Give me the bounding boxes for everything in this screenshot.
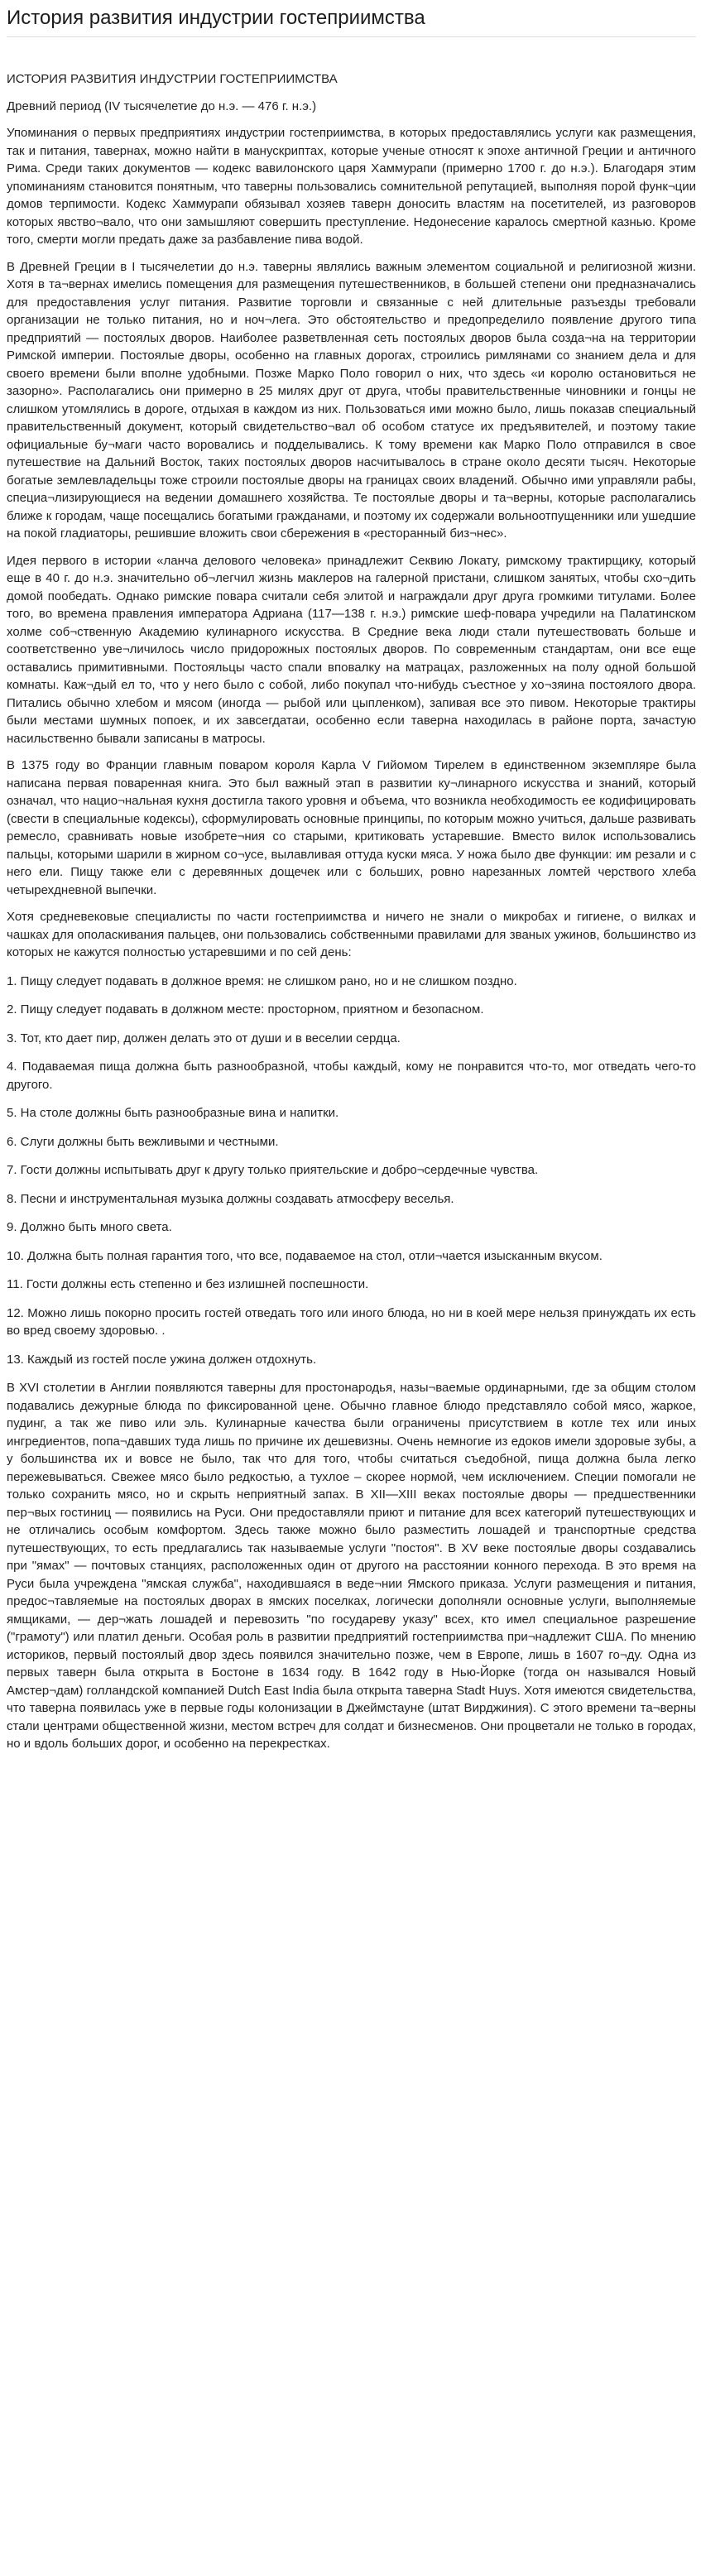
list-item: 2. Пищу следует подавать в должном месте: просторном, приятном и безопасном. (7, 1002, 484, 1016)
paragraph-greece-rome: В Древней Греции в I тысячелетии до н.э. таверны являлись важным элементом социальной и религиозной жизни. Хотя в та¬вернах имелись помещения для размещения путешественников, в большей степени они предназначались для предоставления услуг питания. Развитие торговли и связанные с ней длительные разъезды требовали организации не только питания, но и ноч¬лега. Это обстоятельство и предопределило появление другого типа предприятий — постоялых дворов. Наиболее разветвленная сеть постоялых дворов была созда¬на на территории Римской империи. Постоялые дворы, особенно на главных дорогах, строились римлянами со знанием дела и для своего времени были вполне удобными. Позже Марко Поло говорил о них, что здесь «и королю остановиться не зазорно». Располагались они примерно в 25 милях друг от друга, чтобы правительственные чиновники и гонцы не слишком утомлялись в дороге, отдыхая в каждом из них. Пользоваться ими можно было, лишь показав специальный правительственный документ, который свидетельство¬вал об особом статусе их предъявителей, и поэтому такие официальные бу¬маги часто воровались и подделывались. К тому времени как Марко Поло отправился в свое путешествие на Дальний Восток, таких постоялых дворов насчитывалось в стране около десяти тысяч. Некоторые богатые землевладельцы тоже строили постоялые дворы на границах своих владений. Обычно ими управляли рабы, специа¬лизирующиеся на ведении домашнего хозяйства. Те постоялые дворы и та¬верны, которые располагались ближе к городам, чаще посещались богатыми гражданами, и поэтому их содержали вольноотпущенники или ушедшие на покой гладиаторы, решившие вложить свои сбережения в «ресторанный биз¬нес». (7, 259, 696, 541)
list-item: 6. Слуги должны быть вежливыми и честными. (7, 1134, 279, 1149)
paragraph-medieval-rules: Хотя средневековые специалисты по части гостеприимства и ничего не знали о микробах и гигиене, о вилках и чашках для ополаскивания пальцев, они пользовались собственными правилами для званых ужинов, большинство из которых не кажутся полностью устаревшими и по сей день: (7, 910, 696, 959)
list-item: 13. Каждый из гостей после ужина должен отдохнуть. (7, 1352, 317, 1367)
list-item: 12. Можно лишь покорно просить гостей отведать того или иного блюда, но ни в коей мере нельзя принуждать их есть во вред своему здоровью. . (7, 1305, 696, 1338)
list-item: 7. Гости должны испытывать друг к другу только приятельские и добро¬сердечные чувства. (7, 1163, 539, 1177)
article-heading: ИСТОРИЯ РАЗВИТИЯ ИНДУСТРИИ ГОСТЕПРИИМСТВА (7, 72, 338, 86)
list-item: 1. Пищу следует подавать в должное время: не слишком рано, но и не слишком поздно. (7, 973, 517, 988)
list-item: 5. На столе должны быть разнообразные вина и напитки. (7, 1106, 339, 1120)
list-item: 11. Гости должны есть степенно и без излишней поспешности. (7, 1277, 369, 1291)
list-item: 4. Подаваемая пища должна быть разнообразной, чтобы каждый, кому не понравится что-то, мог отведать чего-то другого. (7, 1060, 696, 1092)
paragraph-cookbook: В 1375 году во Франции главным поваром короля Карла V Гийомом Тирелем в единственном экземпляре была написана первая поваренная книга. Это был важный этап в развитии ку¬линарного искусства и знаний, который означал, что нацио¬нальная кухня достигла такого уровня и объема, что возникла необходимость ее кодифицировать (свести в специальные кодексы), сформулировать основные принципы, по которым можно учиться, дальше развивать ремесло, сравнивать новые изобрете¬ния со старыми, критиковать устаревшие. Вместо вилок использовались пальцы, которыми шарили в жирном со¬усе, вылавливая оттуда куски мяса. У ножа было две функции: им резали и с него ели. Пищу также ели с деревянных дощечек или с больших, ровно нарезанных ломтей черствого хлеба четырехдневной выпечки. (7, 758, 696, 897)
rules-list (7, 973, 696, 1369)
list-item: 3. Тот, кто дает пир, должен делать это от души и в веселии сердца. (7, 1031, 401, 1045)
period-label: Древний период (IV тысячелетие до н.э. — 476 г. н.э.) (7, 99, 317, 113)
list-item: 9. Должно быть много света. (7, 1220, 172, 1234)
paragraph-hammurabi: Упоминания о первых предприятиях индустрии гостеприимства, в которых предоставлялись услуги как размещения, так и питания, тавернах, можно найти в манускриптах, которые ученые относят к эпохе античной Греции и античного Рима. Среди таких документов — кодекс вавилонского царя Хаммурапи (примерно 1700 г. до н.э.). Благодаря этим упоминаниям становится понятным, что таверны пользовались сомнительной репутацией, выполняя порой функ¬ции домов терпимости. Кодекс Хаммурапи обязывал хозяев таверн доносить властям на посетителей, из разговоров которых явство¬вало, что они замышляют совершить преступление. Недонесение каралось смертной казнью. Кроме того, смерти могли предать даже за разбавление пива водой. (7, 126, 696, 247)
article-body (7, 70, 696, 1753)
list-item: 8. Песни и инструментальная музыка должны создавать атмосферу веселья. (7, 1191, 454, 1206)
paragraph-business-lunch: Идея первого в истории «ланча делового человека» принадлежит Секвию Локату, римскому трактирщику, который еще в 40 г. до н.э. значительно об¬легчил жизнь маклеров на галерной пристани, слишком занятых, чтобы схо¬дить домой пообедать. Однако римские повара считали себя элитой и награждали друг друга громкими титулами. Более того, во времена правления императора Адриана (117—138 г. н.э.) римские шеф-повара учредили на Палатинском холме соб¬ственную Академию кулинарного искусства. В Средние века люди стали путешествовать больше и соответственно уве¬личилось число придорожных постоялых дворов. По современным стандартам, они все еще оставались примитивными. Постояльцы часто спали вповалку на матрацах, разложенных на полу одной большой комнаты. Каж¬дый ел то, что у него было с собой, либо покупал что-нибудь съестное у хо¬зяина постоялого двора. Питались обычно хлебом и мясом (иногда — рыбой или цыпленком), запивая все это пивом. Некоторые трактиры были местами шумных попоек, и их завсегдатаи, особенно если таверна находилась в районе порта, зачастую насильственно бывали записаны в матросы. (7, 553, 696, 746)
paragraph-england-russia-usa: В XVI столетии в Англии появляются таверны для простонародья, назы¬ваемые ординарными, где за общим столом подавались дежурные блюда по фиксированной цене. Обычно главное блюдо представляло собой мясо, жаркое, пудинг, а так же пиво или эль. Кулинарные качества были ограничены присутствием в котле тех или иных ингредиентов, попа¬давших туда лишь по причине их дешевизны. Очень немногие из едоков имели здоровые зубы, а у большинства их и вовсе не было, так что для того, чтобы считаться съедобной, пища должна была легко пережевываться. Свежее мясо было редкостью, а тухлое – скорее нормой, чем исключением. Специи помогали не только сохранить мясо, но и скрыть неприятный запах. В XII—XIII веках постоялые дворы — предшественники пер¬вых гостиниц — появились на Руси. Они предоставляли приют и питание для всех категорий путешествующих и не отличались особым комфортом. Здесь также можно было разместить лошадей и транспортные средства путешествующих, то есть предлагались так называемые услуги "постоя". В XV веке постоялые дворы создавались при "ямах" — почтовых станциях, расположенных один от другого на расстоянии конного перехода. В это время на Руси была учреждена "ямская служба", находившаяся в веде¬нии Ямского приказа. Услуги размещения и питания, предос¬тавляемые на постоялых дворах в ямских поселках, логически дополняли основные услуги, выполняемые ямщиками, — дер¬жать лошадей и перевозить "по государеву указу" всех, кто имел специальное разрешение ("грамоту") или платил деньги. Особая роль в развитии предприятий гостеприимства при¬надлежит США. По мнению историков, первый постоялый двор здесь появился значительно позже, чем в Европе, лишь в 1607 го¬ду. Одна из первых таверн была открыта в Бостоне в 1634 году. В 1642 году в Нью-Йорке (тогда он назывался Новый Амстер¬дам) голландской компанией Dutch East India была открыта таверна Stadt Huys. Хотя имеются свидетельства, что таверна появилась уже в первые годы колонизации в Джеймстауне (штат Вирджиния). С этого времени та¬верны стали центрами общественной жизни, местом встреч для солдат и бизнесменов. Они процветали не только в городах, но и вдоль больших дорог, и особенно на перекрестках. (7, 1381, 696, 1751)
list-item: 10. Должна быть полная гарантия того, что все, подаваемое на стол, отли¬чается изысканным вкусом. (7, 1248, 603, 1263)
page-title: История развития индустрии гостеприимства (7, 0, 696, 37)
